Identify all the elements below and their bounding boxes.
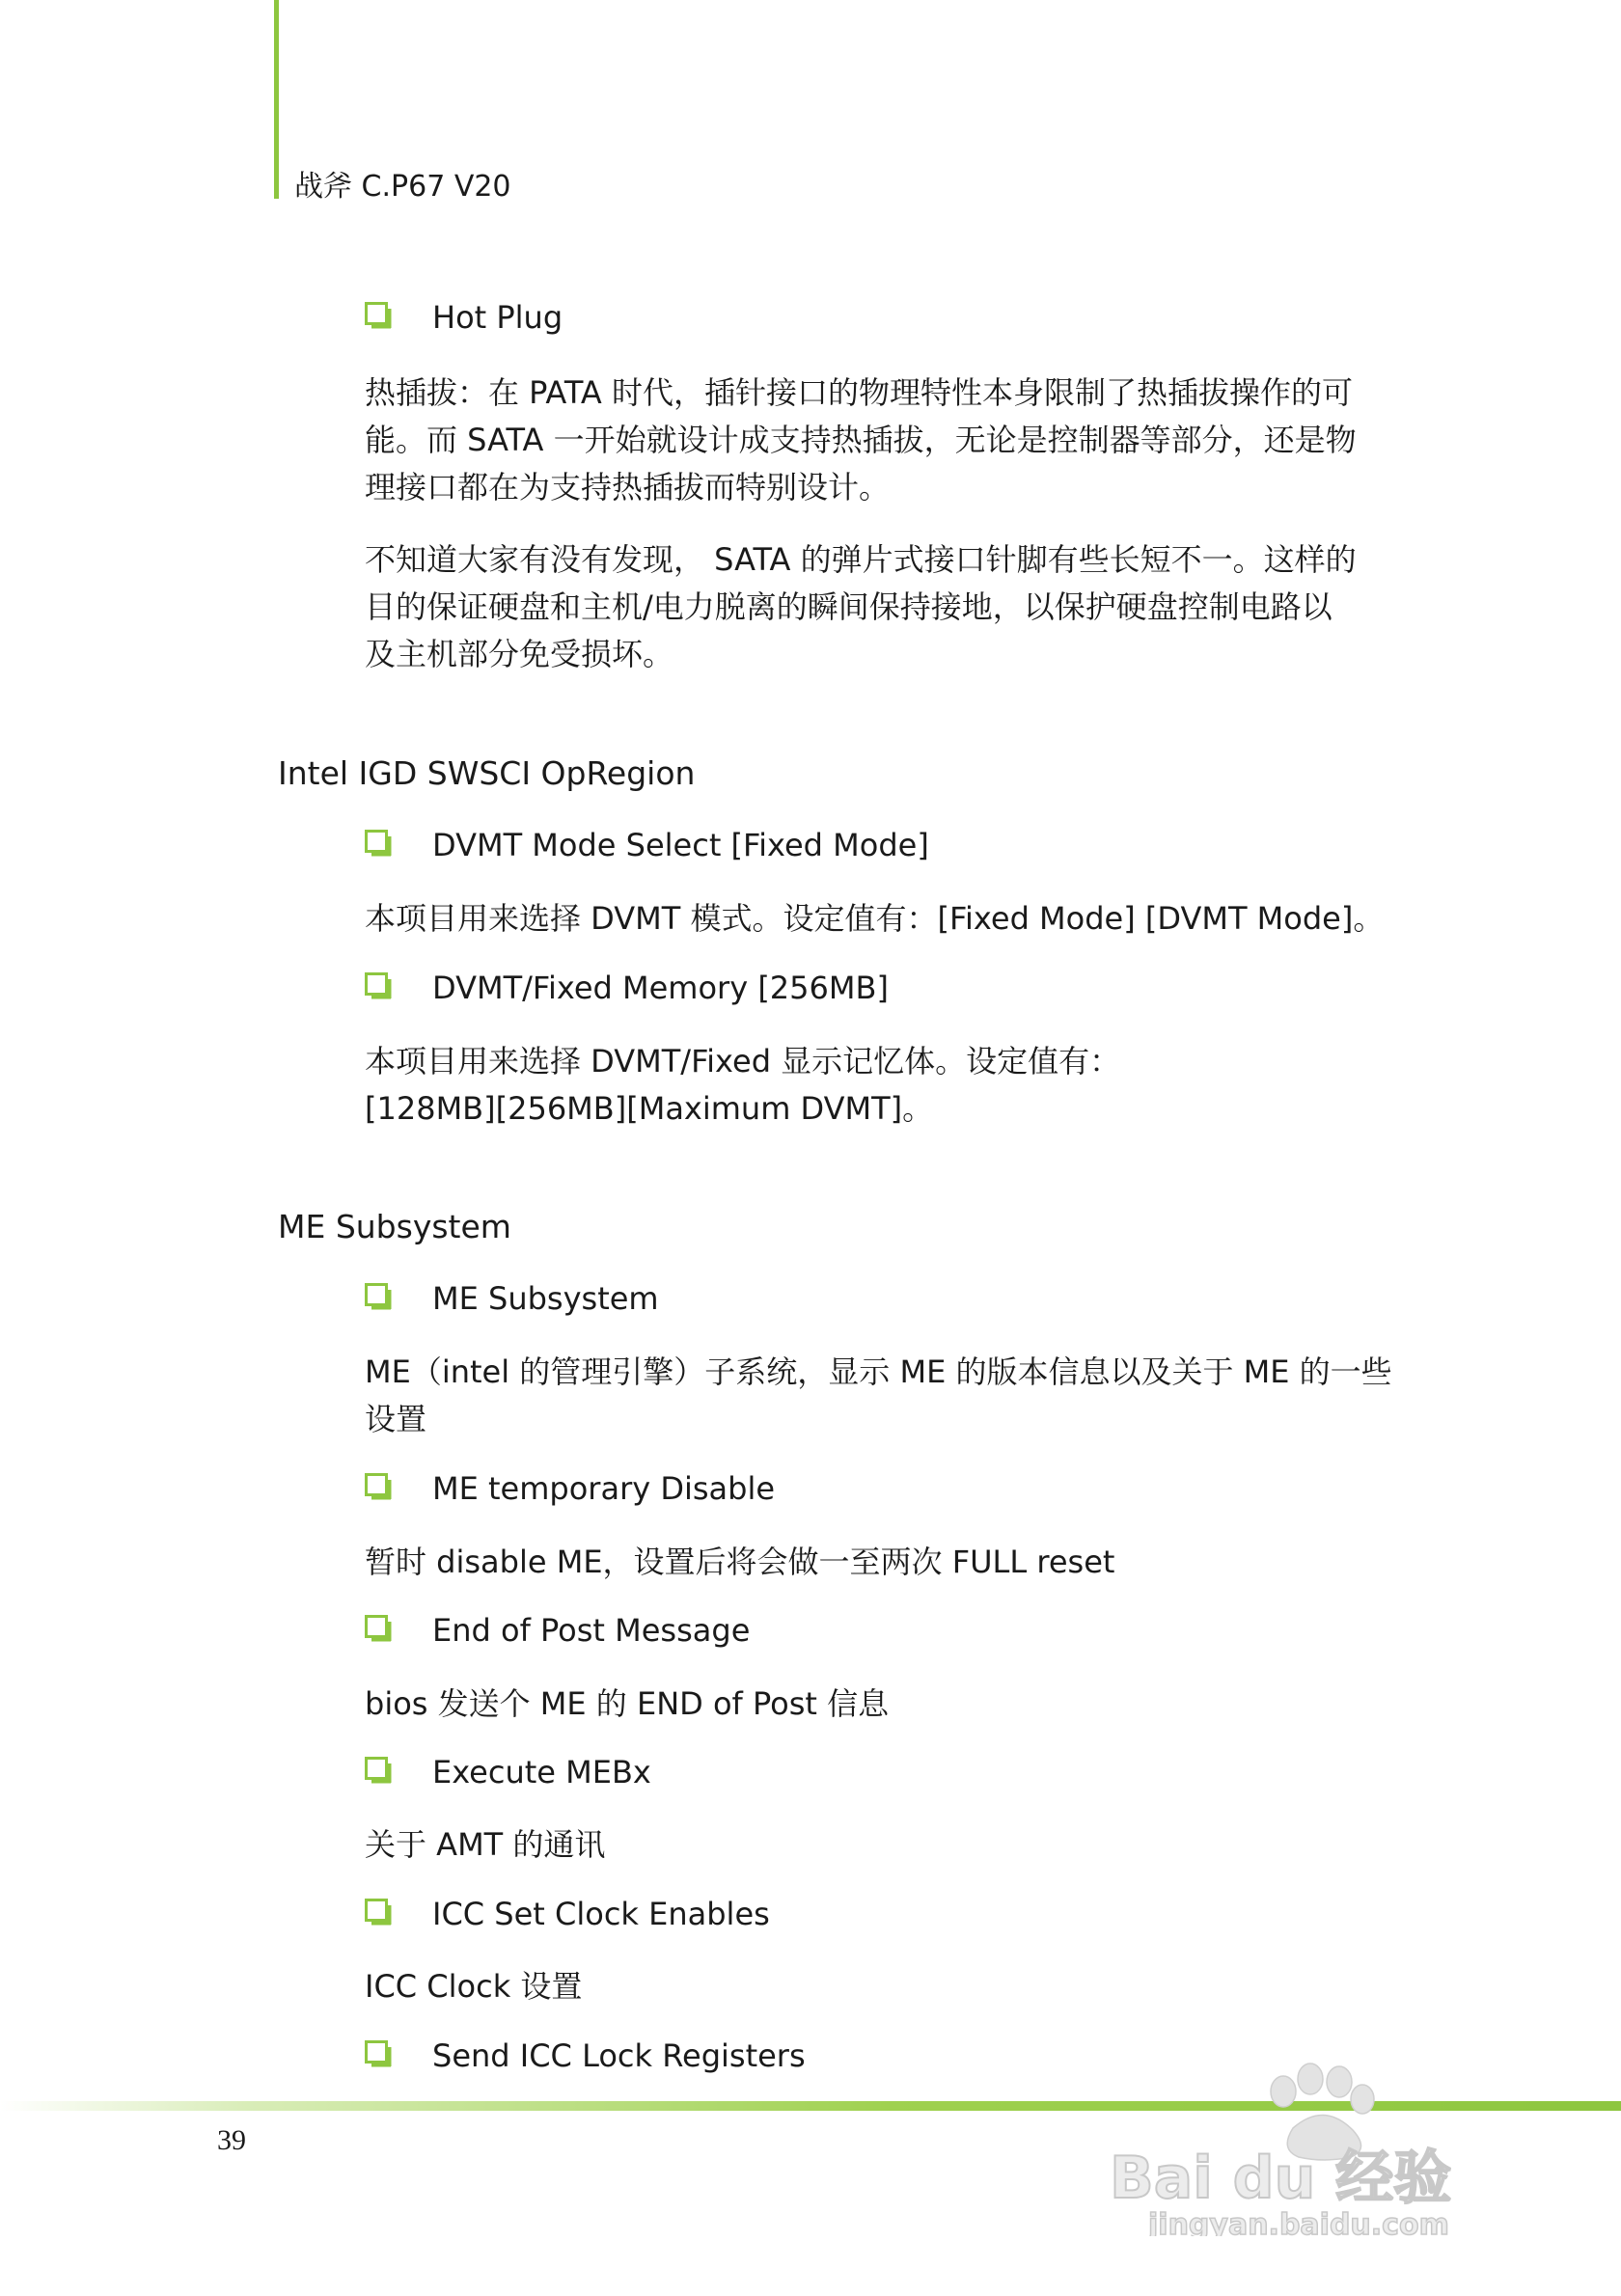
page-number: 39	[217, 2124, 246, 2156]
checkbox-square-icon	[365, 1615, 392, 1642]
checkbox-square-icon	[365, 2040, 392, 2067]
page-header-title: 战斧 C.P67 V20	[294, 170, 511, 204]
checkbox-square-icon	[365, 1899, 392, 1926]
paragraph-line: ME（intel 的管理引擎）子系统，显示 ME 的版本信息以及关于 ME 的一些	[365, 1353, 1392, 1390]
paragraph-line: 热插拔：在 PATA 时代，插针接口的物理特性本身限制了热插拔操作的可	[365, 374, 1353, 411]
header-accent-bar	[274, 0, 279, 199]
item-label-hot-plug: Hot Plug	[432, 299, 563, 336]
paragraph-line: 本项目用来选择 DVMT 模式。设定值有：[Fixed Mode] [DVMT Mode]。	[365, 900, 1385, 937]
watermark-brand: Bai du 经验	[1110, 2145, 1452, 2212]
section-heading-me: ME Subsystem	[278, 1208, 511, 1245]
paragraph-line: ICC Clock 设置	[365, 1968, 583, 2005]
checkbox-square-icon	[365, 972, 392, 999]
paragraph-line: 本项目用来选择 DVMT/Fixed 显示记忆体。设定值有：	[365, 1043, 1121, 1080]
item-label-dvmt-mode: DVMT Mode Select [Fixed Mode]	[432, 827, 929, 863]
paragraph-line: 关于 AMT 的通讯	[365, 1826, 606, 1863]
item-label-send-icc-lock: Send ICC Lock Registers	[432, 2037, 806, 2074]
item-label-me-temporary-disable: ME temporary Disable	[432, 1470, 776, 1507]
baidu-watermark	[1110, 2053, 1544, 2236]
paragraph-line: [128MB][256MB][Maximum DVMT]。	[365, 1090, 934, 1127]
baidu-paw-icon	[1110, 2053, 1544, 2236]
paragraph-line: 设置	[365, 1401, 427, 1437]
paragraph-line: 能。而 SATA 一开始就设计成支持热插拔，无论是控制器等部分，还是物	[365, 422, 1357, 458]
item-label-me-subsystem: ME Subsystem	[432, 1280, 659, 1317]
checkbox-square-icon	[365, 1757, 392, 1784]
watermark-url: jingyan.baidu.com	[1148, 2208, 1449, 2236]
paragraph-line: 及主机部分免受损坏。	[365, 636, 674, 672]
item-label-end-of-post: End of Post Message	[432, 1612, 751, 1649]
item-label-dvmt-memory: DVMT/Fixed Memory [256MB]	[432, 970, 889, 1006]
paragraph-line: 不知道大家有没有发现， SATA 的弹片式接口针脚有些长短不一。这样的	[365, 541, 1357, 578]
checkbox-square-icon	[365, 1473, 392, 1500]
paragraph-line: 暂时 disable ME，设置后将会做一至两次 FULL reset	[365, 1544, 1115, 1580]
checkbox-square-icon	[365, 302, 392, 329]
paragraph-line: 目的保证硬盘和主机/电力脱离的瞬间保持接地，以保护硬盘控制电路以	[365, 588, 1333, 625]
section-heading-igd: Intel IGD SWSCI OpRegion	[278, 754, 696, 792]
paragraph-line: 理接口都在为支持热插拔而特别设计。	[365, 469, 891, 506]
checkbox-square-icon	[365, 1283, 392, 1310]
paragraph-line: bios 发送个 ME 的 END of Post 信息	[365, 1685, 890, 1722]
item-label-icc-set-clock: ICC Set Clock Enables	[432, 1896, 770, 1932]
item-label-execute-mebx: Execute MEBx	[432, 1754, 651, 1790]
checkbox-square-icon	[365, 830, 392, 857]
